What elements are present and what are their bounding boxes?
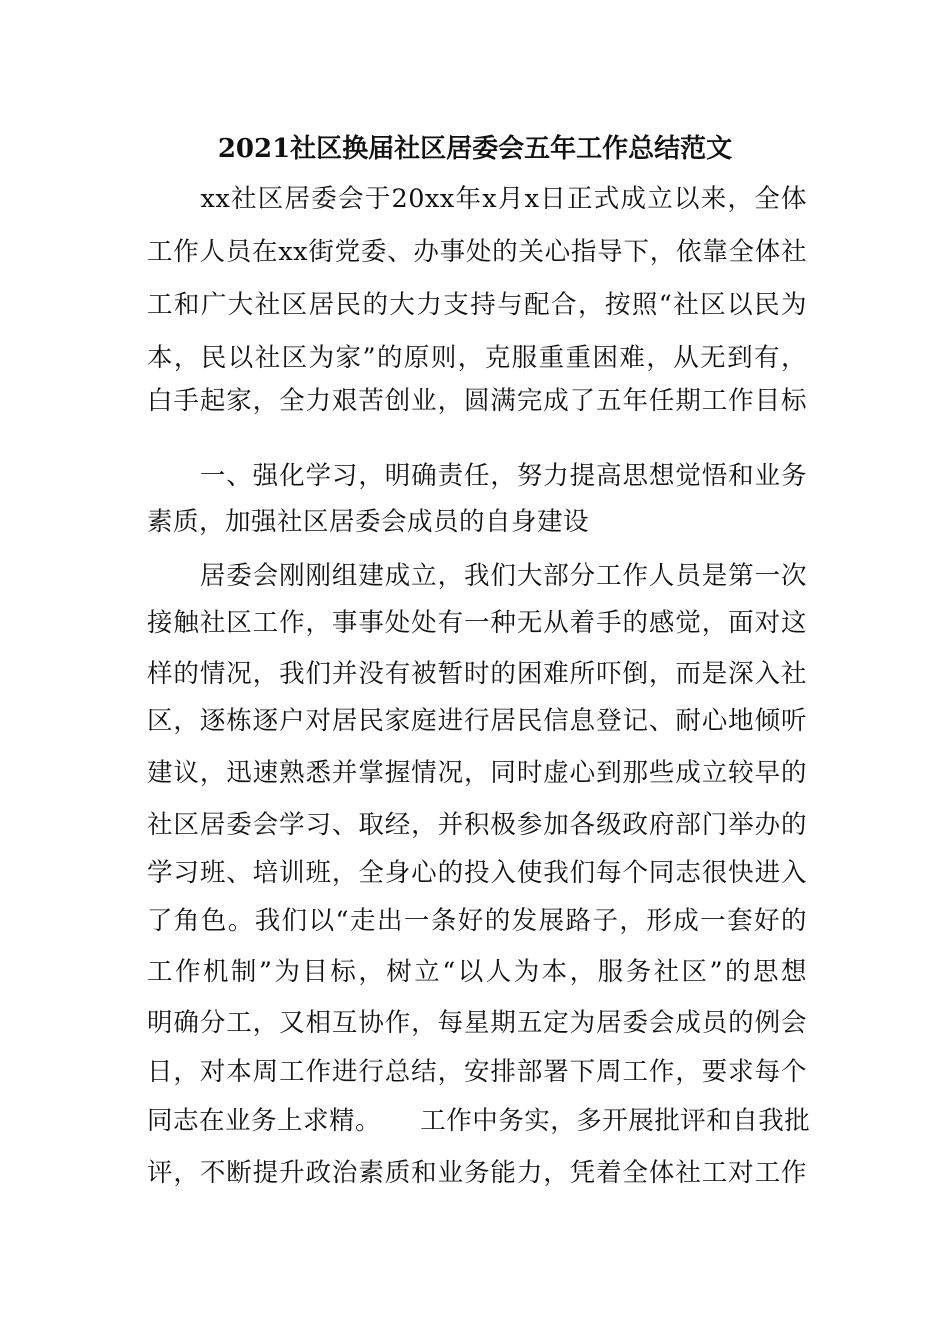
paragraph-line: 白手起家，全力艰苦创业，圆满完成了五年任期工作目标 — [147, 386, 807, 416]
paragraph-line: 同志在业务上求精。 工作中务实，多开展批评和自我批 — [147, 1106, 811, 1136]
section-heading-line: 一、强化学习，明确责任，努力提高思想觉悟和业务 — [147, 461, 807, 491]
paragraph-line: 工作机制”为目标，树立“以人为本，服务社区”的思想 — [147, 957, 807, 987]
paragraph-line: 样的情况，我们并没有被暂时的困难所吓倒，而是深入社 — [147, 659, 807, 689]
paragraph-line: 了角色。我们以“走出一条好的发展路子，形成一套好的 — [147, 906, 807, 936]
document-title: 2021社区换届社区居委会五年工作总结范文 — [217, 134, 733, 164]
paragraph-line: 社区居委会学习、取经，并积极参加各级政府部门举办的 — [147, 810, 807, 840]
section-heading-line: 素质，加强社区居委会成员的自身建设 — [147, 507, 590, 537]
paragraph-line: 评，不断提升政治素质和业务能力，凭着全体社工对工作 — [147, 1158, 807, 1188]
paragraph-line: 工和广大社区居民的大力支持与配合，按照“社区以民为 — [147, 290, 807, 320]
paragraph-line: 工作人员在xx街党委、办事处的关心指导下，依靠全体社 — [147, 237, 807, 267]
paragraph-line: 本，民以社区为家”的原则，克服重重困难，从无到有， — [147, 343, 807, 373]
paragraph-line: xx社区居委会于20xx年x月x日正式成立以来，全体 — [147, 184, 807, 214]
paragraph-line: 建议，迅速熟悉并掌握情况，同时虚心到那些成立较早的 — [147, 758, 807, 788]
paragraph-line: 区，逐栋逐户对居民家庭进行居民信息登记、耐心地倾听 — [147, 706, 807, 736]
paragraph-line: 学习班、培训班，全身心的投入使我们每个同志很快进入 — [147, 858, 807, 888]
paragraph-line: 明确分工，又相互协作，每星期五定为居委会成员的例会 — [147, 1008, 807, 1038]
paragraph-line: 接触社区工作，事事处处有一种无从着手的感觉，面对这 — [147, 608, 807, 638]
paragraph-line: 居委会刚刚组建成立，我们大部分工作人员是第一次 — [147, 561, 807, 591]
paragraph-line: 日，对本周工作进行总结，安排部署下周工作，要求每个 — [147, 1057, 807, 1087]
